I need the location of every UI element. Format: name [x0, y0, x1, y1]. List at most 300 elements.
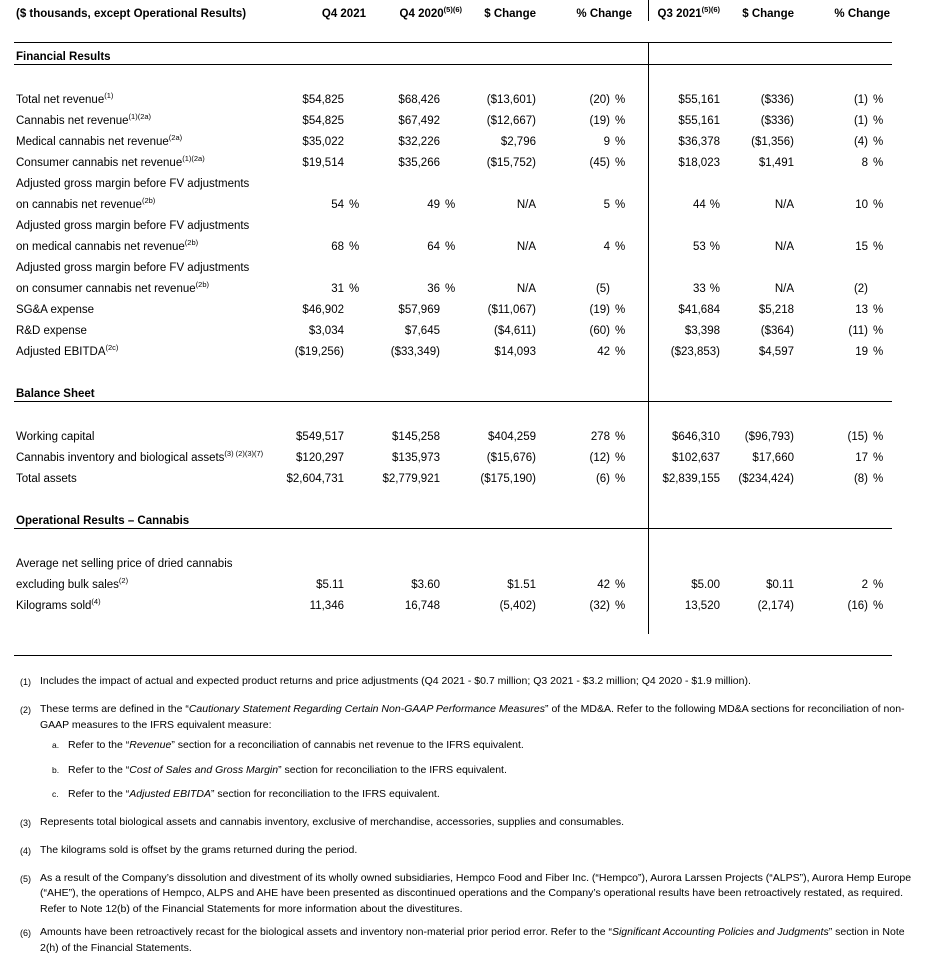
cell-pct-change-2: (4)	[853, 136, 868, 148]
cell-q3-2021: $18,023	[648, 149, 722, 170]
cell-dollar-change-2: N/A	[774, 283, 794, 295]
cell-pct-change-1	[538, 170, 612, 191]
cell-dollar-change-1: N/A	[516, 241, 536, 253]
cell-pct-change-1-symbol: %	[615, 115, 626, 127]
cell-q3-2021: 13,520	[648, 592, 722, 613]
cell-pct-change-1: (32)	[589, 600, 610, 612]
cell-pct-change-1-symbol: %	[615, 431, 626, 443]
cell-pct-change-2	[796, 550, 870, 571]
cell-dollar-change-2: $17,660	[752, 452, 794, 464]
footnote-sub-item	[52, 787, 919, 807]
row-label: on medical cannabis net revenue$^{(2b)}$	[16, 238, 199, 253]
cell-q4-2020-symbol: %	[445, 241, 456, 253]
cell-q4-2021-symbol	[346, 423, 368, 444]
section-title: Financial Results	[16, 51, 111, 63]
table-row	[14, 338, 892, 359]
cell-q4-2020: $7,645	[404, 325, 440, 337]
cell-pct-change-2-symbol: %	[873, 304, 884, 316]
cell-dollar-change-2: ($336)	[760, 115, 794, 127]
cell-pct-change-1: 278	[590, 431, 610, 443]
footnote-body	[40, 702, 919, 807]
row-label: Adjusted $EBITDA^{(2c)}$	[16, 343, 119, 358]
cell-pct-change-1-symbol: %	[615, 94, 626, 106]
cell-q4-2020	[368, 212, 442, 233]
row-label: on consumer cannabis net revenue$^{(2b)}$	[16, 280, 209, 295]
cell-dollar-change-1: $404,259	[488, 431, 536, 443]
cell-pct-change-1: (5)	[595, 283, 610, 295]
cell-pct-change-1: 42	[597, 346, 610, 358]
cell-pct-change-1-symbol: %	[615, 304, 626, 316]
cell-q4-2021-symbol	[346, 338, 368, 359]
footnote-marker: (5)	[20, 873, 31, 884]
cell-dollar-change-2: ($234,424)	[738, 473, 794, 485]
table-row	[14, 444, 892, 465]
row-label: SG&A expense	[16, 304, 94, 316]
cell-dollar-change-2	[722, 550, 796, 571]
cell-q4-2021-symbol	[346, 592, 368, 613]
cell-q4-2021-symbol	[346, 170, 368, 191]
cell-q4-2020-symbol	[442, 550, 464, 571]
cell-q4-2021: 31	[331, 283, 344, 295]
cell-pct-change-2-symbol: %	[873, 431, 884, 443]
cell-q3-2021: 44 %	[648, 191, 722, 212]
cell-q4-2020-symbol	[442, 107, 464, 128]
footnote-body	[40, 871, 919, 918]
cell-dollar-change-1: N/A	[516, 283, 536, 295]
cell-gap	[634, 423, 648, 444]
footnote-body	[40, 815, 919, 835]
cell-pct-change-2-symbol: %	[873, 136, 884, 148]
table-row	[14, 254, 892, 275]
table-row	[14, 86, 892, 107]
cell-q4-2020: $145,258	[392, 431, 440, 443]
row-label: Cannabis net revenue$^{(1)(2a)}$	[16, 112, 152, 127]
cell-gap	[634, 275, 648, 296]
cell-dollar-change-1: ($15,752)	[486, 157, 536, 169]
cell-pct-change-2-symbol	[870, 550, 892, 571]
cell-q4-2021-symbol	[346, 254, 368, 275]
footnote-sub-text: Refer to the “Cost of Sales and Gross Margin” section for reconciliation to the IFRS equivalent.	[68, 763, 507, 776]
footnote-marker: (2)	[20, 705, 31, 715]
footnote-text: These terms are defined in the “Cautionary Statement Regarding Certain Non-GAAP Performance Measures” of the MD&A. Refer to the following MD&A sections for reconciliation of non-GAAP measures to the IFRS equivalent measure:	[40, 703, 905, 731]
cell-gap	[634, 296, 648, 317]
row-label: Medical cannabis net revenue$^{(2a)}$	[16, 133, 183, 148]
table-row	[14, 275, 892, 296]
cell-q4-2020: $32,226	[398, 136, 440, 148]
footnote-item	[14, 674, 919, 694]
header-pct-change-1: % Change	[576, 8, 632, 20]
cell-gap	[634, 465, 648, 486]
cell-q4-2021: 11,346	[309, 600, 344, 612]
cell-q4-2021: $35,022	[302, 136, 344, 148]
cell-pct-change-1: (19)	[589, 115, 610, 127]
cell-q4-2020-symbol	[442, 338, 464, 359]
footnote-item	[14, 815, 919, 835]
header-gap	[634, 0, 648, 21]
cell-q4-2021-symbol	[346, 317, 368, 338]
cell-pct-change-1: 9	[603, 136, 610, 148]
cell-dollar-change-2: $5,218	[758, 304, 794, 316]
cell-q4-2020-symbol	[442, 212, 464, 233]
cell-pct-change-2: 8	[861, 157, 868, 169]
cell-dollar-change-2	[722, 254, 796, 275]
cell-pct-change-1-symbol	[612, 550, 634, 571]
cell-pct-change-2: 17	[855, 452, 868, 464]
cell-q4-2021: $2,604,731	[286, 473, 344, 485]
footnote-body	[40, 843, 919, 863]
cell-q4-2020-symbol	[442, 444, 464, 465]
row-label: excluding bulk sales$^{(2)}$	[16, 576, 129, 591]
cell-pct-change-2: 13	[855, 304, 868, 316]
cell-q4-2020: $135,973	[392, 452, 440, 464]
footnote-sub-text: Refer to the “Adjusted EBITDA” section for reconciliation to the IFRS equivalent.	[68, 788, 440, 800]
cell-gap	[634, 592, 648, 613]
cell-q3-2021	[648, 550, 722, 571]
cell-q3-2021	[648, 254, 722, 275]
cell-q4-2021	[272, 212, 346, 233]
cell-dollar-change-1: $1.51	[507, 579, 536, 591]
cell-gap	[634, 338, 648, 359]
cell-pct-change-1-symbol: %	[615, 157, 626, 169]
cell-q4-2020-symbol	[442, 170, 464, 191]
section-underline	[14, 529, 892, 551]
cell-dollar-change-2: (2,174)	[757, 600, 794, 612]
table-row	[14, 571, 892, 592]
cell-q4-2021-symbol: %	[349, 241, 360, 253]
row-label: Total assets	[16, 473, 77, 485]
cell-q4-2021: $5.11	[316, 579, 344, 591]
cell-pct-change-1-symbol	[612, 254, 634, 275]
footnote-sub-marker: b.	[52, 764, 60, 775]
footnote-text: Represents total biological assets and cannabis inventory, exclusive of merchandise, accessories, supplies and consumables.	[40, 815, 625, 828]
cell-q3-2021: 53 %	[648, 233, 722, 254]
cell-pct-change-2: (1)	[853, 115, 868, 127]
footnote-item	[14, 925, 919, 956]
cell-dollar-change-1	[464, 212, 538, 233]
cell-q4-2021-symbol	[346, 128, 368, 149]
cell-pct-change-2: (11)	[848, 325, 868, 337]
footnote-item	[14, 702, 919, 807]
cell-pct-change-1	[538, 550, 612, 571]
cell-q4-2020: $35,266	[398, 157, 440, 169]
cell-pct-change-2: 19	[855, 346, 868, 358]
row-label: Adjusted gross margin before FV adjustments	[16, 178, 250, 190]
footnote-text: Amounts have been retroactively recast for the biological assets and inventory non-material prior period error. Refer to the “Significant Accounting Policies and Judgments” section in Note 2(h) of the Financial Statements.	[40, 926, 905, 954]
cell-pct-change-1: (12)	[589, 452, 610, 464]
table-row	[14, 550, 892, 571]
cell-pct-change-2: 15	[855, 241, 868, 253]
header-units-label: ($ thousands, except Operational Results)	[16, 8, 247, 20]
cell-q4-2020-symbol	[442, 86, 464, 107]
cell-pct-change-2-symbol: %	[873, 157, 884, 169]
footnote-sub-marker: c.	[52, 789, 59, 799]
cell-dollar-change-2: ($364)	[760, 325, 794, 337]
row-label: Adjusted gross margin before FV adjustments	[16, 262, 250, 274]
cell-pct-change-2	[796, 254, 870, 275]
cell-pct-change-1: (60)	[589, 325, 610, 337]
cell-q4-2020-symbol	[442, 465, 464, 486]
cell-pct-change-1: 5	[603, 199, 610, 211]
cell-dollar-change-2: $0.11	[766, 579, 794, 591]
cell-gap	[634, 254, 648, 275]
section-heading-row	[14, 507, 892, 529]
cell-dollar-change-1: $14,093	[494, 346, 536, 358]
cell-q4-2021: $54,825	[302, 94, 344, 106]
cell-q4-2020-symbol	[442, 592, 464, 613]
cell-q4-2021-symbol	[346, 465, 368, 486]
cell-pct-change-2: (15)	[847, 431, 868, 443]
cell-pct-change-1: 42	[597, 579, 610, 591]
cell-q4-2021-symbol	[346, 86, 368, 107]
cell-pct-change-1	[538, 254, 612, 275]
cell-q4-2021-symbol	[346, 444, 368, 465]
footnote-item	[14, 843, 919, 863]
table-row	[14, 233, 892, 254]
cell-pct-change-1-symbol	[612, 170, 634, 191]
row-label: Consumer cannabis net revenue$^{(1)(2a)}$	[16, 154, 205, 169]
cell-q3-2021: 33 %	[648, 275, 722, 296]
cell-dollar-change-1	[464, 254, 538, 275]
cell-gap	[634, 571, 648, 592]
cell-pct-change-2: 2	[861, 579, 868, 591]
table-header-row	[14, 0, 892, 21]
cell-pct-change-2-symbol: %	[873, 452, 884, 464]
row-label: Kilograms sold$^{(4)}$	[16, 597, 101, 612]
section-heading-row	[14, 380, 892, 402]
cell-q4-2020: $67,492	[398, 115, 440, 127]
cell-q4-2021-symbol	[346, 296, 368, 317]
financial-summary-table	[14, 0, 892, 656]
cell-dollar-change-2	[722, 212, 796, 233]
cell-q4-2020: $57,969	[398, 304, 440, 316]
cell-pct-change-2-symbol	[870, 275, 892, 296]
cell-q4-2020: 16,748	[404, 600, 440, 612]
cell-q4-2021-symbol	[346, 212, 368, 233]
cell-dollar-change-2	[722, 170, 796, 191]
cell-dollar-change-1	[464, 170, 538, 191]
cell-q4-2020: ($33,349)	[390, 346, 440, 358]
cell-q4-2020: 64	[427, 241, 440, 253]
cell-dollar-change-2: ($96,793)	[744, 431, 794, 443]
cell-dollar-change-2: N/A	[774, 199, 794, 211]
cell-q4-2021	[272, 170, 346, 191]
table-row	[14, 423, 892, 444]
cell-q3-2021: $55,161	[648, 107, 722, 128]
cell-dollar-change-1: ($175,190)	[480, 473, 536, 485]
cell-q4-2020	[368, 254, 442, 275]
cell-pct-change-1-symbol: %	[615, 600, 626, 612]
footnote-marker: (3)	[20, 817, 31, 828]
cell-q3-2021: $36,378	[648, 128, 722, 149]
header-q4-2021: Q4 2021	[321, 8, 366, 20]
header-dollar-change-1: $ Change	[484, 8, 536, 20]
table-row	[14, 170, 892, 191]
cell-q4-2021: $19,514	[302, 157, 344, 169]
cell-pct-change-2: (8)	[853, 473, 868, 485]
cell-pct-change-1-symbol: %	[615, 136, 626, 148]
cell-q4-2020-symbol	[442, 149, 464, 170]
cell-q4-2020-symbol: %	[445, 283, 456, 295]
cell-pct-change-1: (20)	[589, 94, 610, 106]
cell-pct-change-2-symbol: %	[873, 115, 884, 127]
cell-q4-2021-symbol	[346, 571, 368, 592]
table-row	[14, 149, 892, 170]
cell-q4-2021	[272, 254, 346, 275]
cell-q3-2021: $646,310	[648, 423, 722, 444]
cell-q4-2021-symbol	[346, 107, 368, 128]
cell-pct-change-2-symbol: %	[873, 199, 884, 211]
row-label: Total net revenue$^{(1)}$	[16, 91, 114, 106]
cell-gap	[634, 444, 648, 465]
cell-q4-2020-symbol: %	[445, 199, 456, 211]
cell-gap	[634, 86, 648, 107]
row-label: Adjusted gross margin before FV adjustments	[16, 220, 250, 232]
cell-q4-2021: $54,825	[302, 115, 344, 127]
table-row	[14, 107, 892, 128]
footnote-marker: (4)	[20, 845, 31, 856]
cell-q3-2021: $102,637	[648, 444, 722, 465]
cell-dollar-change-2: ($1,356)	[751, 136, 794, 148]
cell-q4-2021: $120,297	[296, 452, 344, 464]
cell-q4-2020-symbol	[442, 254, 464, 275]
cell-q4-2020-symbol	[442, 296, 464, 317]
cell-pct-change-1-symbol: %	[615, 241, 626, 253]
cell-q4-2021: $46,902	[302, 304, 344, 316]
cell-pct-change-2-symbol: %	[873, 241, 884, 253]
cell-dollar-change-2: $1,491	[758, 157, 794, 169]
cell-pct-change-2: (2)	[853, 283, 868, 295]
cell-q4-2020: $68,426	[398, 94, 440, 106]
section-title: Operational Results – Cannabis	[16, 515, 190, 527]
header-q4-2020: Q4 $2020^{(5)(6)}$	[399, 5, 462, 20]
cell-gap	[634, 149, 648, 170]
cell-q4-2021: 68	[331, 241, 344, 253]
row-label: Cannabis inventory and biological assets$^{(3) (2)(3)(7)}$	[16, 449, 264, 464]
table-row	[14, 465, 892, 486]
cell-dollar-change-1: ($12,667)	[486, 115, 536, 127]
section-title: Balance Sheet	[16, 388, 95, 400]
cell-q3-2021: $41,684	[648, 296, 722, 317]
cell-q4-2021: $549,517	[296, 431, 344, 443]
cell-pct-change-1: 4	[603, 241, 610, 253]
footnote-body	[40, 925, 919, 956]
cell-pct-change-2: (16)	[847, 600, 868, 612]
cell-pct-change-1: (45)	[589, 157, 610, 169]
cell-pct-change-1-symbol: %	[615, 452, 626, 464]
footnote-marker: (1)	[20, 677, 31, 687]
cell-pct-change-2-symbol: %	[873, 94, 884, 106]
bottom-spacer	[14, 613, 892, 634]
cell-gap	[634, 107, 648, 128]
section-underline	[14, 402, 892, 424]
cell-pct-change-2-symbol: %	[873, 473, 884, 485]
row-label: Working capital	[16, 431, 95, 443]
section-heading-row	[14, 43, 892, 65]
cell-q4-2020: $2,779,921	[382, 473, 440, 485]
footnote-sub-item	[52, 738, 919, 758]
cell-q4-2021-symbol	[346, 550, 368, 571]
cell-gap	[634, 233, 648, 254]
cell-pct-change-1-symbol: %	[615, 473, 626, 485]
cell-gap	[634, 128, 648, 149]
cell-dollar-change-2: N/A	[774, 241, 794, 253]
footnote-sub-marker: a.	[52, 740, 60, 750]
cell-gap	[634, 170, 648, 191]
cell-pct-change-1: (19)	[589, 304, 610, 316]
cell-q4-2021-symbol	[346, 149, 368, 170]
cell-q4-2021: $3,034	[308, 325, 344, 337]
cell-dollar-change-1: ($11,067)	[487, 304, 536, 316]
cell-q4-2020-symbol	[442, 423, 464, 444]
cell-q4-2020-symbol	[442, 317, 464, 338]
row-label: on cannabis net revenue$^{(2b)}$	[16, 196, 156, 211]
footnotes-section	[14, 674, 919, 956]
cell-pct-change-1-symbol: %	[615, 579, 626, 591]
cell-pct-change-2-symbol	[870, 254, 892, 275]
table-row	[14, 296, 892, 317]
cell-q4-2021-symbol: %	[349, 283, 360, 295]
cell-q4-2021: ($19,256)	[294, 346, 344, 358]
cell-q3-2021	[648, 170, 722, 191]
cell-q3-2021	[648, 212, 722, 233]
cell-gap	[634, 191, 648, 212]
cell-q4-2020	[368, 170, 442, 191]
cell-pct-change-1-symbol: %	[615, 346, 626, 358]
section-spacer	[14, 359, 892, 380]
cell-pct-change-2	[796, 170, 870, 191]
cell-dollar-change-1: ($4,611)	[494, 325, 536, 337]
cell-dollar-change-2: $4,597	[758, 346, 794, 358]
cell-dollar-change-1: (5,402)	[499, 600, 536, 612]
cell-dollar-change-1: ($13,601)	[486, 94, 536, 106]
cell-q4-2020: $3.60	[411, 579, 440, 591]
table-row	[14, 212, 892, 233]
cell-pct-change-2-symbol: %	[873, 600, 884, 612]
cell-q3-2021: ($23,853)	[648, 338, 722, 359]
cell-q3-2021: $3,398	[648, 317, 722, 338]
cell-q4-2020: 36	[427, 283, 440, 295]
cell-pct-change-2-symbol	[870, 212, 892, 233]
row-label: Average net selling price of dried cannabis	[16, 558, 233, 570]
cell-dollar-change-2: ($336)	[760, 94, 794, 106]
cell-pct-change-2-symbol: %	[873, 325, 884, 337]
cell-pct-change-2-symbol: %	[873, 346, 884, 358]
cell-pct-change-2: (1)	[853, 94, 868, 106]
cell-q3-2021: $5.00	[648, 571, 722, 592]
cell-dollar-change-1: N/A	[516, 199, 536, 211]
table-row	[14, 317, 892, 338]
row-label: R&D expense	[16, 325, 87, 337]
cell-q4-2020: 49	[427, 199, 440, 211]
table-row	[14, 128, 892, 149]
cell-q4-2020-symbol	[442, 128, 464, 149]
footnote-text: Includes the impact of actual and expected product returns and price adjustments (Q4 2021 - $0.7 million; Q3 2021 - $3.2 million; Q4 2020 - $1.9 million).	[40, 675, 751, 687]
cell-pct-change-2	[796, 212, 870, 233]
header-rule	[14, 21, 892, 43]
cell-dollar-change-1: ($15,676)	[486, 452, 536, 464]
cell-pct-change-2-symbol: %	[873, 579, 884, 591]
cell-q4-2021-symbol: %	[349, 199, 360, 211]
cell-pct-change-1-symbol	[612, 212, 634, 233]
cell-q4-2021: 54	[331, 199, 344, 211]
header-q3-2021: Q3 $2021^{(5)(6)}$	[648, 0, 722, 21]
header-pct-change-2: % Change	[834, 8, 890, 20]
footnote-sub-text: Refer to the “Revenue” section for a reconciliation of cannabis net revenue to the IFRS equivalent.	[68, 739, 524, 751]
cell-pct-change-2-symbol	[870, 170, 892, 191]
section-underline	[14, 65, 892, 87]
cell-gap	[634, 212, 648, 233]
footnote-sub-item	[52, 763, 919, 783]
